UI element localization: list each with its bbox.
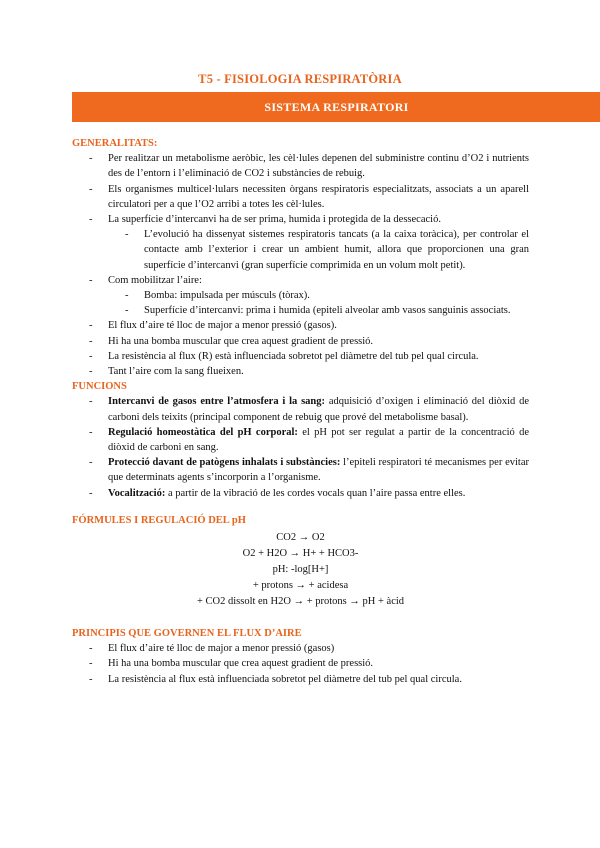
formula-line: pH: -log[H+]: [272, 564, 329, 576]
sub-list-item: - Bomba: impulsada per músculs (tòrax).: [108, 288, 529, 303]
list-item: - Els organismes multicel·lulars necessiten òrgans respiratoris especialitzats, associats a un aparell circulatori per a que l’O2 arribi a totes les cèl·lules.: [72, 182, 529, 212]
formula-line: + protons → + acidesa: [252, 580, 349, 592]
item-term: Intercanvi de gasos entre l’atmosfera i la sang:: [108, 396, 326, 408]
section-heading-generalitats: GENERALITATS:: [72, 138, 158, 149]
formula-line: CO2 → O2: [276, 532, 325, 544]
section-heading-funcions: FUNCIONS: [72, 381, 127, 393]
list-item: - La superfície d’intercanvi ha de ser prima, humida i protegida de la dessecació.: [72, 212, 529, 227]
sub-list-item: - Superfície d’intercanvi: prima i humida (epiteli alveolar amb vasos sanguinis associats.: [108, 303, 529, 318]
section-banner: SISTEMA RESPIRATORI: [72, 92, 600, 122]
list-item: [72, 394, 529, 424]
list-item: - La resistència al flux està influenciada sobretot pel diàmetre del tub pel qual circula.: [72, 672, 529, 687]
item-text: adquisició d’oxigen i eliminació del diòxid de carboni dels teixits (principal component de rebuig que prové del metabolisme basal).: [108, 396, 530, 423]
formula-line: O2 + H2O → H+ + HCO3-: [242, 548, 359, 560]
item-text: a partir de la vibració de les cordes vocals quan l’aire passa entre elles.: [165, 487, 466, 499]
item-term: Vocalització:: [108, 487, 166, 499]
list-item: - Hi ha una bomba muscular que crea aquest gradient de pressió.: [72, 656, 529, 671]
generalitats-list-cont: [72, 273, 529, 288]
formula-block: [72, 530, 529, 610]
generalitats-sublist-1: [72, 227, 529, 273]
list-item: - Tant l’aire com la sang flueixen.: [72, 364, 529, 379]
item-term: Regulació homeostàtica del pH corporal:: [108, 426, 298, 438]
section-heading-principis: PRINCIPIS QUE GOVERNEN EL FLUX D’AIRE: [72, 628, 302, 640]
list-item: - Per realitzar un metabolisme aeròbic, les cèl·lules depenen del subministre continu d’O2 i nutrients des de l’entorn i l’eliminació de CO2 i substàncies de rebuig.: [72, 151, 529, 181]
list-item: - Hi ha una bomba muscular que crea aquest gradient de pressió.: [72, 334, 529, 349]
generalitats-sublist-2: [72, 288, 529, 318]
funcions-list: [72, 394, 529, 500]
list-item: - El flux d’aire té lloc de major a menor pressió (gasos).: [72, 318, 529, 333]
list-item: - La resistència al flux (R) està influenciada sobretot pel diàmetre del tub pel qual circula.: [72, 349, 529, 364]
item-term: Protecció davant de patògens inhalats i substàncies:: [108, 457, 341, 469]
section-heading-formules: FÓRMULES I REGULACIÓ DEL pH: [72, 514, 246, 526]
item-text: el pH pot ser regulat a partir de la concentració de diòxid de carboni en sang.: [108, 426, 530, 454]
sub-list-item: - L’evolució ha dissenyat sistemes respiratoris tancats (a la caixa toràcica), per controlar el contacte amb l’exterior i crear un ambient humit, allora que proporcionen una gran superfície d’intercanvi (gran superfície comprimida en un volum molt petit).: [108, 227, 529, 273]
generalitats-list: [72, 151, 529, 227]
document-title: T5 - FISIOLOGIA RESPIRATÒRIA: [198, 72, 402, 86]
list-item: [72, 425, 529, 455]
generalitats-list-2: [72, 318, 529, 379]
list-item: [72, 486, 529, 501]
list-item: - Com mobilitzar l’aire:: [72, 273, 529, 288]
list-item: - El flux d’aire té lloc de major a menor pressió (gasos): [72, 641, 529, 656]
formula-line: + CO2 dissolt en H2O → + protons → pH + àcid: [196, 596, 405, 608]
principis-list: [72, 641, 529, 687]
list-item: [72, 455, 529, 485]
item-text: l’epiteli respiratori té mecanismes per evitar que determinats agents s’incorporin a l’organisme.: [108, 457, 529, 484]
document-body: [72, 136, 529, 687]
